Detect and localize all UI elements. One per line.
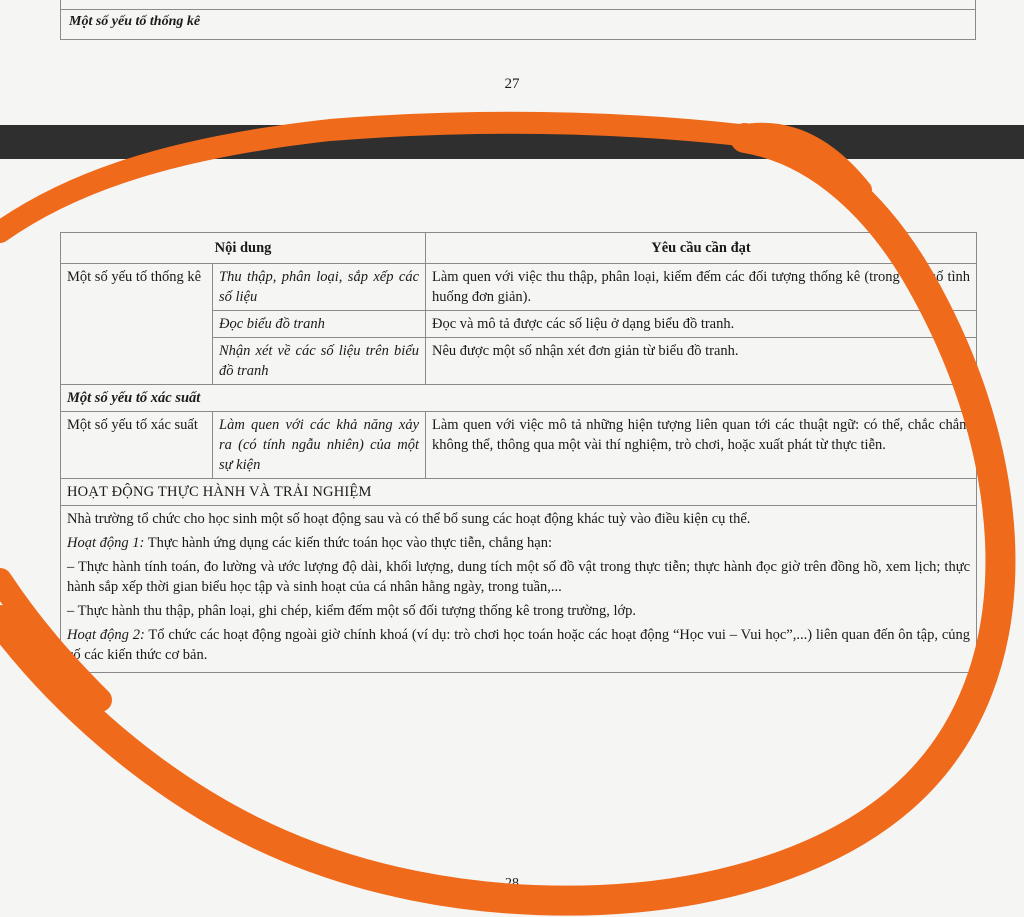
requirement-cell: Nêu được một số nhận xét đơn giản từ biểu đồ tranh.: [426, 338, 977, 385]
curriculum-table: [60, 232, 977, 673]
section-row: [61, 479, 977, 506]
topic-cell: Một số yếu tố thống kê: [61, 264, 213, 385]
subtopic-cell: Thu thập, phân loại, sắp xếp các số liệu: [213, 264, 426, 311]
section-label: Một số yếu tố thống kê: [69, 14, 201, 29]
activity-1: [67, 533, 970, 553]
page-number-lower: 28: [505, 876, 519, 891]
section-row: [61, 385, 977, 412]
table-row: [61, 264, 977, 311]
activity-2: [67, 625, 970, 665]
activity-1-text: Thực hành ứng dụng các kiến thức toán học vào thực tiễn, chẳng hạn:: [144, 535, 552, 551]
activity-heading: HOẠT ĐỘNG THỰC HÀNH VÀ TRẢI NGHIỆM: [61, 479, 977, 506]
activity-intro: Nhà trường tổ chức cho học sinh một số hoạt động sau và có thể bổ sung các hoạt động khác tuỳ vào điều kiện cụ thể.: [67, 511, 751, 527]
requirement-cell: Đọc và mô tả được các số liệu ở dạng biểu đồ tranh.: [426, 311, 977, 338]
requirement-cell: Làm quen với việc mô tả những hiện tượng liên quan tới các thuật ngữ: có thể, chắc chắn, không thể, thông qua một vài thí nghiệm, trò chơi, hoặc xuất phát từ thực tiễn.: [426, 412, 977, 479]
topic-cell: Một số yếu tố xác suất: [61, 412, 213, 479]
previous-table-fragment: [60, 0, 976, 40]
subtopic-cell: Đọc biểu đồ tranh: [213, 311, 426, 338]
header-content: Nội dung: [61, 233, 426, 264]
activity-2-text: Tổ chức các hoạt động ngoài giờ chính khoá (ví dụ: trò chơi học toán hoặc các hoạt động “Học vui – Vui học”,...) liên quan đến ôn tập, củng cố các kiến thức cơ bản.: [67, 627, 971, 663]
activity-1-label: Hoạt động 1:: [67, 535, 145, 551]
page-number-upper: 27: [504, 76, 520, 92]
table-row: [61, 412, 977, 479]
activity-1-item: – Thực hành thu thập, phân loại, ghi chép, kiểm đếm một số đối tượng thống kê trong trường, lớp.: [67, 603, 637, 619]
activity-cell: [61, 506, 977, 673]
requirement-cell: Làm quen với việc thu thập, phân loại, kiểm đếm các đối tượng thống kê (trong một số tình huống đơn giản).: [426, 264, 977, 311]
page-separator-band: [0, 125, 1024, 159]
header-requirement: Yêu cầu cần đạt: [426, 233, 977, 264]
subtopic-cell: Nhận xét về các số liệu trên biểu đồ tranh: [213, 338, 426, 385]
section-heading: Một số yếu tố xác suất: [61, 385, 977, 412]
activity-row: [61, 506, 977, 673]
table-row-strip: [61, 0, 975, 10]
subtopic-cell: Làm quen với các khả năng xảy ra (có tính ngẫu nhiên) của một sự kiện: [213, 412, 426, 479]
activity-1-item: – Thực hành tính toán, đo lường và ước lượng độ dài, khối lượng, dung tích một số đồ vật trong thực tiễn; thực hành đọc giờ trên đồng hồ, xem lịch; thực hành sắp xếp thời gian biểu học tập và sinh hoạt của cá nhân hằng ngày, trong tuần,...: [67, 559, 971, 595]
activity-2-label: Hoạt động 2:: [67, 627, 145, 643]
table-header-row: [61, 233, 977, 264]
